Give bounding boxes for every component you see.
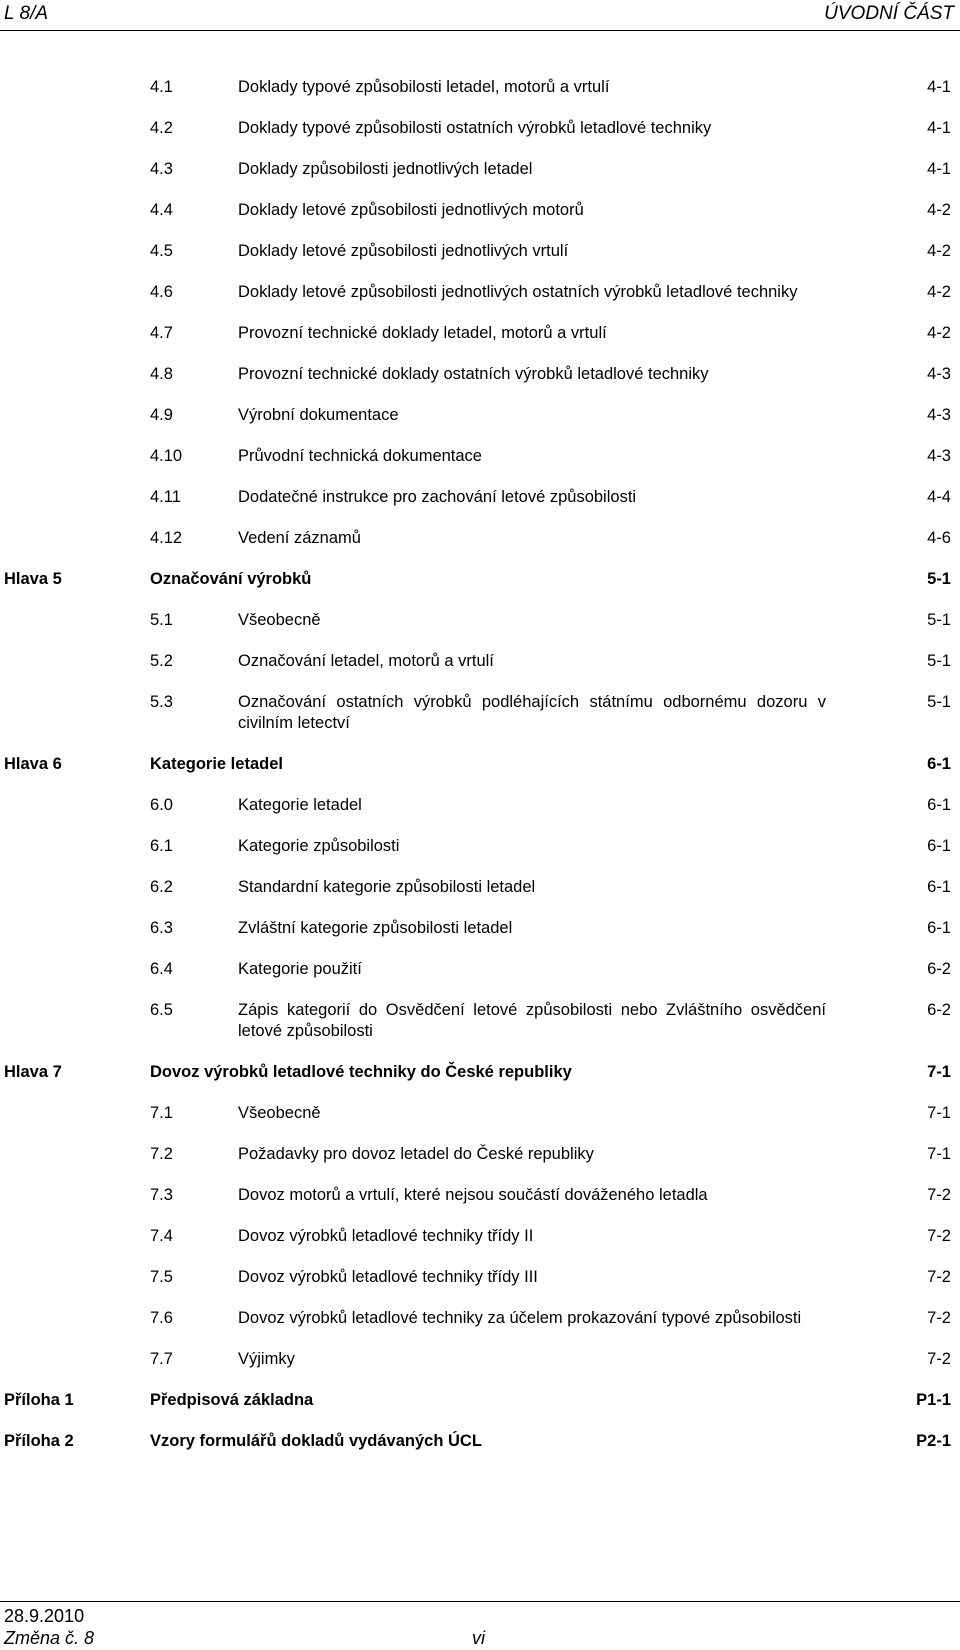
toc-section-number: 4.11 — [150, 488, 181, 506]
toc-page-reference: 7-1 — [927, 1104, 951, 1122]
toc-section-number: 7.7 — [150, 1350, 173, 1368]
toc-entry-title: Kategorie použití — [238, 960, 362, 978]
toc-entry-title: Doklady letové způsobilosti jednotlivých ostatních výrobků letadlové techniky — [238, 283, 798, 301]
toc-entry-title: Doklady typové způsobilosti ostatních výrobků letadlové techniky — [238, 119, 712, 137]
toc-entry-title: Vedení záznamů — [238, 529, 361, 547]
toc-page-reference: 7-2 — [927, 1186, 951, 1204]
toc-section-number: 4.8 — [150, 365, 173, 383]
toc-entry-title: Dodatečné instrukce pro zachování letové způsobilosti — [238, 488, 637, 506]
toc-entry-title: Kategorie letadel — [150, 755, 283, 773]
toc-page-reference: P2-1 — [916, 1432, 951, 1450]
toc-page-reference: 4-2 — [927, 324, 951, 342]
toc-entry-title: Provozní technické doklady letadel, motorů a vrtulí — [238, 324, 607, 342]
toc-section-number: 7.3 — [150, 1186, 173, 1204]
running-footer — [0, 1601, 960, 1650]
toc-page-reference: 5-1 — [927, 693, 951, 711]
toc-page-reference: 6-1 — [927, 878, 951, 896]
toc-section-number: 7.6 — [150, 1309, 173, 1327]
toc-section-number: 5.2 — [150, 652, 173, 670]
toc-page-reference: 4-2 — [927, 283, 951, 301]
toc-entry-title: Výrobní dokumentace — [238, 406, 399, 424]
toc-page-reference: 5-1 — [927, 652, 951, 670]
toc-entry-title: Označování letadel, motorů a vrtulí — [238, 652, 494, 670]
toc-page-reference: 4-3 — [927, 447, 951, 465]
toc-section-number: 7.2 — [150, 1145, 173, 1163]
toc-entry-title: Dovoz výrobků letadlové techniky za účelem prokazování typové způsobilosti — [238, 1309, 802, 1327]
toc-page-reference: 7-1 — [927, 1145, 951, 1163]
toc-page-reference: 4-3 — [927, 406, 951, 424]
toc-entry-title: Označování výrobků — [150, 570, 312, 588]
toc-page-reference: 6-2 — [927, 1001, 951, 1019]
toc-page-reference: 4-1 — [927, 78, 951, 96]
toc-entry-title: Dovoz výrobků letadlové techniky třídy III — [238, 1268, 538, 1286]
toc-entry-title: Předpisová základna — [150, 1391, 314, 1409]
toc-chapter-label: Hlava 7 — [4, 1063, 62, 1081]
toc-entry-title: Doklady typové způsobilosti letadel, motorů a vrtulí — [238, 78, 610, 96]
toc-entry-title: Všeobecně — [238, 1104, 321, 1122]
toc-page-reference: 4-4 — [927, 488, 951, 506]
toc-section-number: 4.7 — [150, 324, 173, 342]
running-header — [0, 0, 960, 31]
toc-entry-title: Doklady letové způsobilosti jednotlivých motorů — [238, 201, 584, 219]
toc-page-reference: 4-2 — [927, 201, 951, 219]
toc-section-number: 7.5 — [150, 1268, 173, 1286]
toc-entry-title: Požadavky pro dovoz letadel do České republiky — [238, 1145, 594, 1163]
toc-page-reference: 5-1 — [927, 611, 951, 629]
toc-entry-title: Všeobecně — [238, 611, 321, 629]
toc-section-number: 4.4 — [150, 201, 173, 219]
toc-page-reference: 4-1 — [927, 119, 951, 137]
toc-section-number: 6.5 — [150, 1001, 173, 1019]
header-doc-code: L 8/A — [4, 3, 49, 24]
footer-date: 28.9.2010 — [4, 1606, 85, 1626]
toc-page-reference: 7-2 — [927, 1350, 951, 1368]
toc-page-reference: 7-2 — [927, 1268, 951, 1286]
toc-entry-title: Doklady způsobilosti jednotlivých letadel — [238, 160, 533, 178]
toc-section-number: 6.3 — [150, 919, 173, 937]
toc-chapter-label: Příloha 2 — [4, 1432, 74, 1450]
toc-chapter-label: Hlava 5 — [4, 570, 62, 588]
toc-page-reference: 4-3 — [927, 365, 951, 383]
toc-chapter-label: Příloha 1 — [4, 1391, 74, 1409]
toc-page-reference: P1-1 — [916, 1391, 951, 1409]
toc-section-number: 4.9 — [150, 406, 173, 424]
toc-section-number: 4.10 — [150, 447, 183, 465]
toc-entry-title: Označování ostatních výrobků podléhajících státnímu odbornému dozoru v civilním letectví — [238, 693, 826, 732]
toc-entry-title: Kategorie způsobilosti — [238, 837, 400, 855]
toc-entry-title: Vzory formulářů dokladů vydávaných ÚCL — [150, 1432, 482, 1450]
toc-entry-title: Zvláštní kategorie způsobilosti letadel — [238, 919, 513, 937]
toc-section-number: 4.6 — [150, 283, 173, 301]
footer-change: Změna č. 8 — [4, 1628, 95, 1648]
toc-page-reference: 6-1 — [927, 837, 951, 855]
toc-entry-title: Standardní kategorie způsobilosti letadel — [238, 878, 536, 896]
toc-page-reference: 7-2 — [927, 1309, 951, 1327]
toc-section-number: 5.1 — [150, 611, 173, 629]
toc-section-number: 5.3 — [150, 693, 173, 711]
toc-section-number: 4.3 — [150, 160, 173, 178]
toc-section-number: 4.1 — [150, 78, 173, 96]
toc-page-reference: 4-6 — [927, 529, 951, 547]
toc-page-reference: 5-1 — [927, 570, 951, 588]
toc-page-reference: 6-1 — [927, 755, 951, 773]
toc-page-reference: 6-2 — [927, 960, 951, 978]
toc-page-reference: 7-2 — [927, 1227, 951, 1245]
toc-section-number: 7.1 — [150, 1104, 173, 1122]
toc-page-reference: 6-1 — [927, 919, 951, 937]
toc-section-number: 6.2 — [150, 878, 173, 896]
toc-section-number: 6.4 — [150, 960, 173, 978]
header-part-title: ÚVODNÍ ČÁST — [824, 3, 954, 24]
toc-entry-title: Zápis kategorií do Osvědčení letové způsobilosti nebo Zvláštního osvědčení letové způsobilosti — [238, 1001, 826, 1040]
toc-entry-title: Dovoz motorů a vrtulí, které nejsou součástí dováženého letadla — [238, 1186, 708, 1204]
toc-section-number: 6.0 — [150, 796, 173, 814]
toc-page-reference: 6-1 — [927, 796, 951, 814]
toc-entry-title: Průvodní technická dokumentace — [238, 447, 482, 465]
toc-entry-title: Dovoz výrobků letadlové techniky třídy II — [238, 1227, 534, 1245]
toc-section-number: 6.1 — [150, 837, 173, 855]
toc-page-reference: 7-1 — [927, 1063, 951, 1081]
toc-section-number: 4.5 — [150, 242, 173, 260]
toc-section-number: 7.4 — [150, 1227, 173, 1245]
toc-page-reference: 4-2 — [927, 242, 951, 260]
toc-entry-title: Provozní technické doklady ostatních výrobků letadlové techniky — [238, 365, 709, 383]
toc-section-number: 4.2 — [150, 119, 173, 137]
toc-entry-title: Kategorie letadel — [238, 796, 362, 814]
toc-section-number: 4.12 — [150, 529, 183, 547]
toc-entry-title: Doklady letové způsobilosti jednotlivých vrtulí — [238, 242, 569, 260]
footer-page-number: vi — [472, 1628, 485, 1648]
toc-page-reference: 4-1 — [927, 160, 951, 178]
toc-chapter-label: Hlava 6 — [4, 755, 62, 773]
toc-entry-title: Dovoz výrobků letadlové techniky do České republiky — [150, 1063, 572, 1081]
toc-entry-title: Výjimky — [238, 1350, 295, 1368]
